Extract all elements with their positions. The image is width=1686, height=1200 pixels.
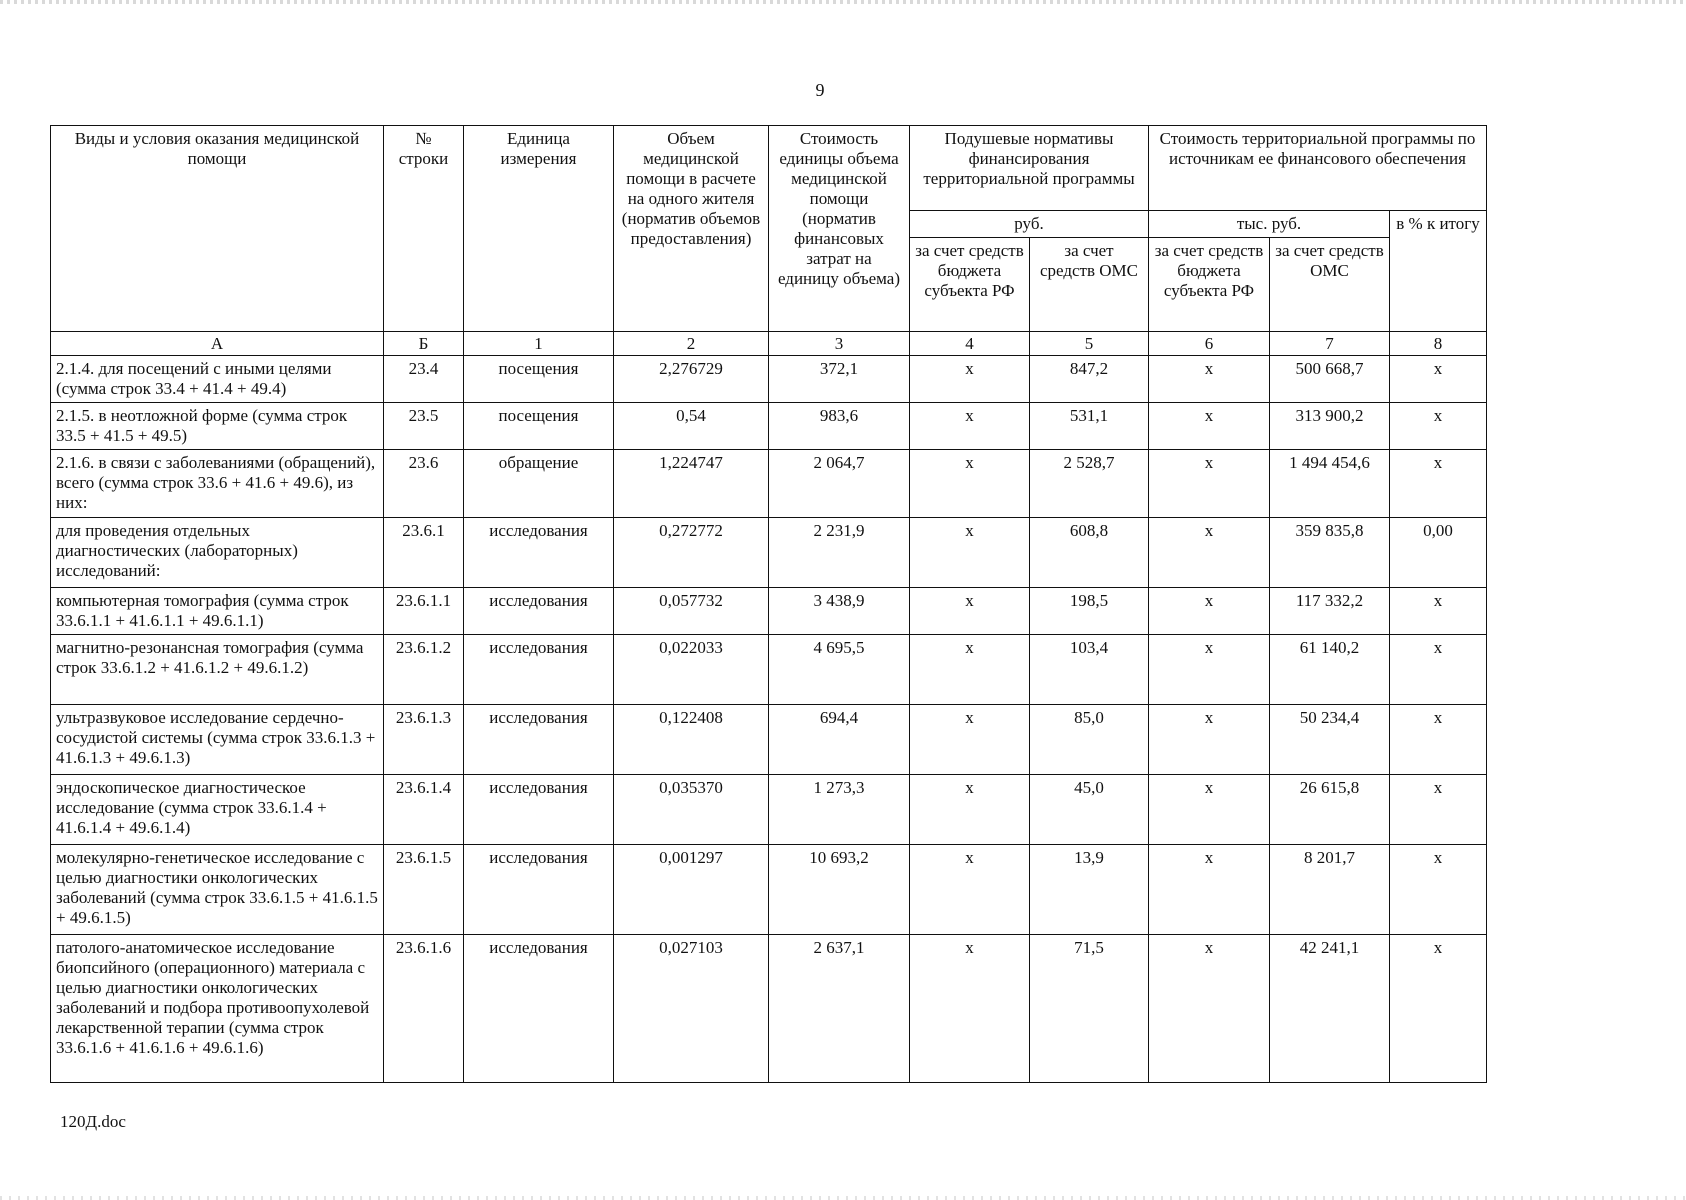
row-col4: x — [910, 635, 1030, 705]
budget-table — [50, 125, 1487, 1083]
header-col6-budget: за счет средств бюджета субъекта РФ — [1149, 238, 1270, 332]
row-unit: обращение — [464, 450, 614, 518]
row-col6: x — [1149, 356, 1270, 403]
table-row — [51, 705, 1487, 775]
row-col8: x — [1390, 635, 1487, 705]
row-number: 23.6.1.2 — [384, 635, 464, 705]
colnum-4: 4 — [910, 332, 1030, 356]
header-thousand-rub: тыс. руб. — [1149, 211, 1390, 238]
row-col8: 0,00 — [1390, 518, 1487, 588]
header-per-capita: Подушевые нормативы финансирования территориальной программы — [910, 126, 1149, 211]
row-col7: 359 835,8 — [1270, 518, 1390, 588]
row-unit: исследования — [464, 845, 614, 935]
table-row — [51, 450, 1487, 518]
row-description: эндоскопическое диагностическое исследование (сумма строк 33.6.1.4 + 41.6.1.4 + 49.6.1.4) — [51, 775, 384, 845]
row-description: ультразвуковое исследование сердечно-сосудистой системы (сумма строк 33.6.1.3 + 41.6.1.3 + 49.6.1.3) — [51, 705, 384, 775]
row-col4: x — [910, 588, 1030, 635]
row-number: 23.6.1.6 — [384, 935, 464, 1083]
row-col6: x — [1149, 635, 1270, 705]
row-number: 23.6.1.3 — [384, 705, 464, 775]
colnum-6: 6 — [1149, 332, 1270, 356]
row-col7: 8 201,7 — [1270, 845, 1390, 935]
row-description: компьютерная томография (сумма строк 33.6.1.1 + 41.6.1.1 + 49.6.1.1) — [51, 588, 384, 635]
row-col5: 531,1 — [1030, 403, 1149, 450]
row-col5: 85,0 — [1030, 705, 1149, 775]
table-row — [51, 518, 1487, 588]
row-unit: посещения — [464, 356, 614, 403]
row-description: патолого-анатомическое исследование биопсийного (операционного) материала с целью диагностики онкологических заболеваний и подбора противоопухолевой лекарственной терапии (сумма строк 33.6.1.6 + 41.6.1.6 + 49.6.1.6) — [51, 935, 384, 1083]
row-cost: 983,6 — [769, 403, 910, 450]
row-col6: x — [1149, 705, 1270, 775]
row-col7: 117 332,2 — [1270, 588, 1390, 635]
row-col5: 847,2 — [1030, 356, 1149, 403]
row-number: 23.4 — [384, 356, 464, 403]
row-volume: 0,022033 — [614, 635, 769, 705]
page-number: 9 — [815, 80, 825, 100]
table-row — [51, 635, 1487, 705]
scan-edge-top — [0, 0, 1686, 4]
row-col4: x — [910, 356, 1030, 403]
row-number: 23.6.1 — [384, 518, 464, 588]
row-col8: x — [1390, 775, 1487, 845]
table-row — [51, 845, 1487, 935]
colnum-b: Б — [384, 332, 464, 356]
row-col4: x — [910, 403, 1030, 450]
row-description: 2.1.4. для посещений с иными целями (сумма строк 33.4 + 41.4 + 49.4) — [51, 356, 384, 403]
header-col5-oms: за счет средств ОМС — [1030, 238, 1149, 332]
row-col5: 198,5 — [1030, 588, 1149, 635]
row-col5: 13,9 — [1030, 845, 1149, 935]
row-col7: 42 241,1 — [1270, 935, 1390, 1083]
header-program-cost: Стоимость территориальной программы по источникам ее финансового обеспечения — [1149, 126, 1487, 211]
row-description: 2.1.6. в связи с заболеваниями (обращений), всего (сумма строк 33.6 + 41.6 + 49.6), из них: — [51, 450, 384, 518]
row-col8: x — [1390, 403, 1487, 450]
row-number: 23.5 — [384, 403, 464, 450]
header-rub: руб. — [910, 211, 1149, 238]
row-col5: 608,8 — [1030, 518, 1149, 588]
row-col7: 1 494 454,6 — [1270, 450, 1390, 518]
row-cost: 10 693,2 — [769, 845, 910, 935]
row-number: 23.6 — [384, 450, 464, 518]
row-col4: x — [910, 450, 1030, 518]
row-cost: 694,4 — [769, 705, 910, 775]
scan-edge-bottom — [0, 1196, 1686, 1200]
row-volume: 2,276729 — [614, 356, 769, 403]
row-number: 23.6.1.1 — [384, 588, 464, 635]
row-unit: исследования — [464, 518, 614, 588]
colnum-5: 5 — [1030, 332, 1149, 356]
colnum-7: 7 — [1270, 332, 1390, 356]
row-description: 2.1.5. в неотложной форме (сумма строк 33.5 + 41.5 + 49.5) — [51, 403, 384, 450]
table-row — [51, 356, 1487, 403]
colnum-8: 8 — [1390, 332, 1487, 356]
row-col7: 500 668,7 — [1270, 356, 1390, 403]
row-cost: 1 273,3 — [769, 775, 910, 845]
row-col6: x — [1149, 775, 1270, 845]
row-col7: 313 900,2 — [1270, 403, 1390, 450]
row-volume: 1,224747 — [614, 450, 769, 518]
row-col7: 50 234,4 — [1270, 705, 1390, 775]
row-col6: x — [1149, 403, 1270, 450]
row-col5: 103,4 — [1030, 635, 1149, 705]
row-col8: x — [1390, 845, 1487, 935]
row-volume: 0,54 — [614, 403, 769, 450]
header-unit: Единица измерения — [464, 126, 614, 332]
row-volume: 0,122408 — [614, 705, 769, 775]
row-number: 23.6.1.5 — [384, 845, 464, 935]
row-col6: x — [1149, 450, 1270, 518]
row-volume: 0,027103 — [614, 935, 769, 1083]
header-volume: Объем медицинской помощи в расчете на одного жителя (норматив объемов предоставления) — [614, 126, 769, 332]
row-cost: 2 231,9 — [769, 518, 910, 588]
row-col4: x — [910, 845, 1030, 935]
row-unit: исследования — [464, 935, 614, 1083]
row-cost: 3 438,9 — [769, 588, 910, 635]
row-col8: x — [1390, 935, 1487, 1083]
header-col4-budget: за счет средств бюджета субъекта РФ — [910, 238, 1030, 332]
header-percent-total: в % к итогу — [1390, 211, 1487, 332]
header-row-1 — [51, 126, 1487, 211]
row-col6: x — [1149, 588, 1270, 635]
row-unit: исследования — [464, 635, 614, 705]
header-row-no: № строки — [384, 126, 464, 332]
row-col4: x — [910, 775, 1030, 845]
row-col4: x — [910, 518, 1030, 588]
row-col8: x — [1390, 705, 1487, 775]
row-col7: 26 615,8 — [1270, 775, 1390, 845]
row-col6: x — [1149, 845, 1270, 935]
colnum-a: А — [51, 332, 384, 356]
colnum-2: 2 — [614, 332, 769, 356]
row-volume: 0,057732 — [614, 588, 769, 635]
row-description: молекулярно-генетическое исследование с целью диагностики онкологических заболеваний (сумма строк 33.6.1.5 + 41.6.1.5 + 49.6.1.5) — [51, 845, 384, 935]
header-cost: Стоимость единицы объема медицинской помощи (норматив финансовых затрат на единицу объема) — [769, 126, 910, 332]
row-col5: 71,5 — [1030, 935, 1149, 1083]
colnum-3: 3 — [769, 332, 910, 356]
colnum-1: 1 — [464, 332, 614, 356]
row-col8: x — [1390, 450, 1487, 518]
row-volume: 0,272772 — [614, 518, 769, 588]
row-col6: x — [1149, 935, 1270, 1083]
row-col5: 2 528,7 — [1030, 450, 1149, 518]
row-cost: 372,1 — [769, 356, 910, 403]
row-col5: 45,0 — [1030, 775, 1149, 845]
row-volume: 0,035370 — [614, 775, 769, 845]
header-types: Виды и условия оказания медицинской помощи — [51, 126, 384, 332]
row-col8: x — [1390, 356, 1487, 403]
table-row — [51, 775, 1487, 845]
row-col4: x — [910, 935, 1030, 1083]
row-col6: x — [1149, 518, 1270, 588]
table-row — [51, 935, 1487, 1083]
row-unit: исследования — [464, 775, 614, 845]
row-unit: исследования — [464, 705, 614, 775]
row-cost: 2 637,1 — [769, 935, 910, 1083]
row-cost: 2 064,7 — [769, 450, 910, 518]
row-number: 23.6.1.4 — [384, 775, 464, 845]
row-col7: 61 140,2 — [1270, 635, 1390, 705]
header-col7-oms: за счет средств ОМС — [1270, 238, 1390, 332]
table-row — [51, 588, 1487, 635]
row-col4: x — [910, 705, 1030, 775]
footer-filename: 120Д.doc — [60, 1112, 126, 1131]
row-cost: 4 695,5 — [769, 635, 910, 705]
row-col8: x — [1390, 588, 1487, 635]
row-description: для проведения отдельных диагностических (лабораторных) исследований: — [51, 518, 384, 588]
row-description: магнитно-резонансная томография (сумма строк 33.6.1.2 + 41.6.1.2 + 49.6.1.2) — [51, 635, 384, 705]
column-number-row — [51, 332, 1487, 356]
table-row — [51, 403, 1487, 450]
row-volume: 0,001297 — [614, 845, 769, 935]
row-unit: исследования — [464, 588, 614, 635]
row-unit: посещения — [464, 403, 614, 450]
